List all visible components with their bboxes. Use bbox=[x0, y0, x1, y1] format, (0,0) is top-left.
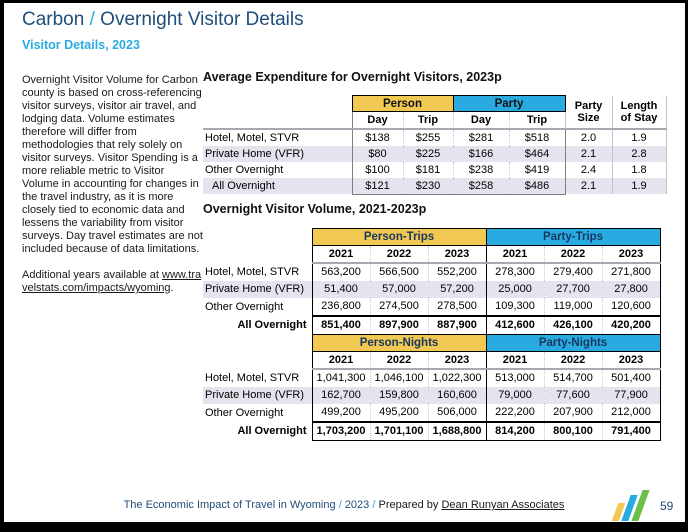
sidebar-paragraph-1: Overnight Visitor Volume for Carbon county is based on cross-referencing visitor surveys, visitor air travel, and lodging data. Volume estimates therefore will differ from methodologies that rely solely on visitor surveys. Visitor Spending is a more reliable metric to Visitor Volume in accounting for changes in the travel industry, as it is more closely tied to economic data and lessens the variability from visitor surveys. Day travel estimates are not included because of data limitations. bbox=[22, 74, 203, 255]
table-cell: 278,500 bbox=[428, 298, 486, 316]
table-cell: $255 bbox=[403, 129, 453, 146]
row-label: Private Home (VFR) bbox=[203, 387, 312, 404]
table-cell: $238 bbox=[453, 162, 509, 178]
row-label-total: All Overnight bbox=[237, 318, 307, 331]
table-cell: 271,800 bbox=[602, 263, 660, 281]
table-cell: $518 bbox=[509, 129, 565, 146]
table-cell: 800,100 bbox=[544, 422, 602, 441]
link-period: . bbox=[170, 282, 174, 294]
volume-nights-table bbox=[203, 334, 661, 441]
dean-runyan-logo-icon bbox=[615, 488, 659, 521]
col-header-day: Day bbox=[453, 112, 509, 129]
table-cell: 514,700 bbox=[544, 369, 602, 387]
col-header-trip: Trip bbox=[403, 112, 453, 129]
title-separator: / bbox=[89, 9, 95, 30]
row-label: Other Overnight bbox=[205, 406, 284, 419]
empty-cell bbox=[203, 229, 312, 246]
table-cell: $121 bbox=[352, 178, 403, 195]
page-subtitle: Visitor Details, 2023 bbox=[22, 38, 140, 52]
party-nights-header: Party-Nights bbox=[486, 335, 660, 352]
sidebar-paragraph-2 bbox=[22, 269, 203, 295]
table-cell: 57,200 bbox=[428, 281, 486, 298]
table-cell: 552,200 bbox=[428, 263, 486, 281]
table-cell: 279,400 bbox=[544, 263, 602, 281]
person-group-header: Person bbox=[352, 96, 453, 112]
table-cell: 222,200 bbox=[486, 404, 544, 422]
table-cell: 79,000 bbox=[486, 387, 544, 404]
table-cell: 1,688,800 bbox=[428, 422, 486, 441]
year-header: 2022 bbox=[544, 352, 602, 369]
row-label: Other Overnight bbox=[205, 163, 284, 176]
row-label: Hotel, Motel, STVR bbox=[205, 265, 300, 278]
col-header-day: Day bbox=[352, 112, 403, 129]
year-header: 2021 bbox=[312, 352, 370, 369]
footer-report-title: The Economic Impact of Travel in Wyoming bbox=[123, 499, 336, 511]
footer-separator: / bbox=[372, 499, 376, 511]
table-cell: 51,400 bbox=[312, 281, 370, 298]
table-cell: 897,900 bbox=[370, 316, 428, 335]
table-cell: 160,600 bbox=[428, 387, 486, 404]
row-label-total: All Overnight bbox=[237, 424, 307, 437]
table-cell: $464 bbox=[509, 146, 565, 162]
table-cell: 2.1 bbox=[565, 178, 612, 195]
table-cell: 236,800 bbox=[312, 298, 370, 316]
table-cell: 2.1 bbox=[565, 146, 612, 162]
volume-trips-table bbox=[203, 228, 661, 335]
footer-separator: / bbox=[338, 499, 342, 511]
table-cell: $230 bbox=[403, 178, 453, 195]
empty-cell bbox=[203, 352, 312, 369]
table-cell: 1,703,200 bbox=[312, 422, 370, 441]
table-cell: 27,800 bbox=[602, 281, 660, 298]
table-cell: $100 bbox=[352, 162, 403, 178]
table-cell: $486 bbox=[509, 178, 565, 195]
table-cell: 109,300 bbox=[486, 298, 544, 316]
year-header: 2021 bbox=[312, 246, 370, 263]
year-header: 2022 bbox=[544, 246, 602, 263]
table-cell: 412,600 bbox=[486, 316, 544, 335]
table-cell: $281 bbox=[453, 129, 509, 146]
year-header: 2021 bbox=[486, 352, 544, 369]
table-cell: 1,041,300 bbox=[312, 369, 370, 387]
row-label: Other Overnight bbox=[205, 300, 284, 313]
year-header: 2023 bbox=[602, 352, 660, 369]
table-cell: 501,400 bbox=[602, 369, 660, 387]
table-cell: $419 bbox=[509, 162, 565, 178]
table-cell: 1,046,100 bbox=[370, 369, 428, 387]
table-cell: $225 bbox=[403, 146, 453, 162]
table-cell: 162,700 bbox=[312, 387, 370, 404]
year-header: 2023 bbox=[428, 352, 486, 369]
year-header: 2022 bbox=[370, 246, 428, 263]
table-cell: 791,400 bbox=[602, 422, 660, 441]
table-cell: 207,900 bbox=[544, 404, 602, 422]
col-header-trip: Trip bbox=[509, 112, 565, 129]
table-cell: 814,200 bbox=[486, 422, 544, 441]
table-cell: 506,000 bbox=[428, 404, 486, 422]
year-header: 2023 bbox=[602, 246, 660, 263]
row-label: All Overnight bbox=[203, 178, 352, 195]
table-cell: 278,300 bbox=[486, 263, 544, 281]
footer-prepared-by: Prepared by bbox=[378, 499, 439, 511]
company-link[interactable]: Dean Runyan Associates bbox=[441, 499, 565, 511]
row-label: Private Home (VFR) bbox=[203, 281, 312, 298]
table-cell: 27,700 bbox=[544, 281, 602, 298]
table-cell: 77,900 bbox=[602, 387, 660, 404]
party-trips-header: Party-Trips bbox=[486, 229, 660, 246]
table-cell: 495,200 bbox=[370, 404, 428, 422]
expenditure-table bbox=[203, 95, 667, 195]
table-cell: 2.8 bbox=[612, 146, 666, 162]
empty-cell bbox=[203, 335, 312, 352]
year-header: 2021 bbox=[486, 246, 544, 263]
table-cell: 513,000 bbox=[486, 369, 544, 387]
table-cell: 1,701,100 bbox=[370, 422, 428, 441]
table-cell: 159,800 bbox=[370, 387, 428, 404]
table-cell: 274,500 bbox=[370, 298, 428, 316]
person-nights-header: Person-Nights bbox=[312, 335, 486, 352]
year-header: 2022 bbox=[370, 352, 428, 369]
sidebar-note bbox=[22, 74, 203, 308]
table-cell: $181 bbox=[403, 162, 453, 178]
table-cell: 566,500 bbox=[370, 263, 428, 281]
title-rest: Overnight Visitor Details bbox=[100, 9, 304, 30]
table-cell: $258 bbox=[453, 178, 509, 195]
table-cell: 563,200 bbox=[312, 263, 370, 281]
table-cell: 25,000 bbox=[486, 281, 544, 298]
table-cell: 1.8 bbox=[612, 162, 666, 178]
length-of-stay-header: Length of Stay bbox=[612, 96, 666, 129]
table-cell: 887,900 bbox=[428, 316, 486, 335]
expenditure-section-title: Average Expenditure for Overnight Visitors, 2023p bbox=[203, 70, 502, 84]
page-number: 59 bbox=[660, 499, 674, 513]
table-cell: 1.9 bbox=[612, 129, 666, 146]
travelstats-link[interactable]: www.travelstats.com/impacts/wyoming bbox=[22, 269, 202, 294]
table-cell: 851,400 bbox=[312, 316, 370, 335]
person-trips-header: Person-Trips bbox=[312, 229, 486, 246]
empty-cell bbox=[203, 96, 352, 112]
empty-cell bbox=[203, 246, 312, 263]
row-label: Hotel, Motel, STVR bbox=[203, 129, 352, 146]
empty-cell bbox=[203, 112, 352, 129]
row-label: Hotel, Motel, STVR bbox=[205, 371, 300, 384]
volume-section-title: Overnight Visitor Volume, 2021-2023p bbox=[203, 202, 427, 216]
party-group-header: Party bbox=[453, 96, 565, 112]
footer-credit bbox=[0, 499, 688, 511]
row-label: Private Home (VFR) bbox=[203, 146, 352, 162]
table-cell: $166 bbox=[453, 146, 509, 162]
footer-year: 2023 bbox=[344, 499, 370, 511]
page-title bbox=[22, 9, 304, 31]
title-county: Carbon bbox=[22, 9, 85, 30]
table-cell: 119,000 bbox=[544, 298, 602, 316]
table-cell: 1,022,300 bbox=[428, 369, 486, 387]
year-header: 2023 bbox=[428, 246, 486, 263]
table-cell: 499,200 bbox=[312, 404, 370, 422]
additional-years-text: Additional years available at bbox=[22, 269, 163, 281]
table-cell: 57,000 bbox=[370, 281, 428, 298]
table-cell: 77,600 bbox=[544, 387, 602, 404]
party-size-header: Party Size bbox=[565, 96, 612, 129]
table-cell: 2.4 bbox=[565, 162, 612, 178]
table-cell: 420,200 bbox=[602, 316, 660, 335]
table-cell: 1.9 bbox=[612, 178, 666, 195]
table-cell: 2.0 bbox=[565, 129, 612, 146]
table-cell: 212,000 bbox=[602, 404, 660, 422]
table-cell: 120,600 bbox=[602, 298, 660, 316]
table-cell: $138 bbox=[352, 129, 403, 146]
table-cell: $80 bbox=[352, 146, 403, 162]
table-cell: 426,100 bbox=[544, 316, 602, 335]
